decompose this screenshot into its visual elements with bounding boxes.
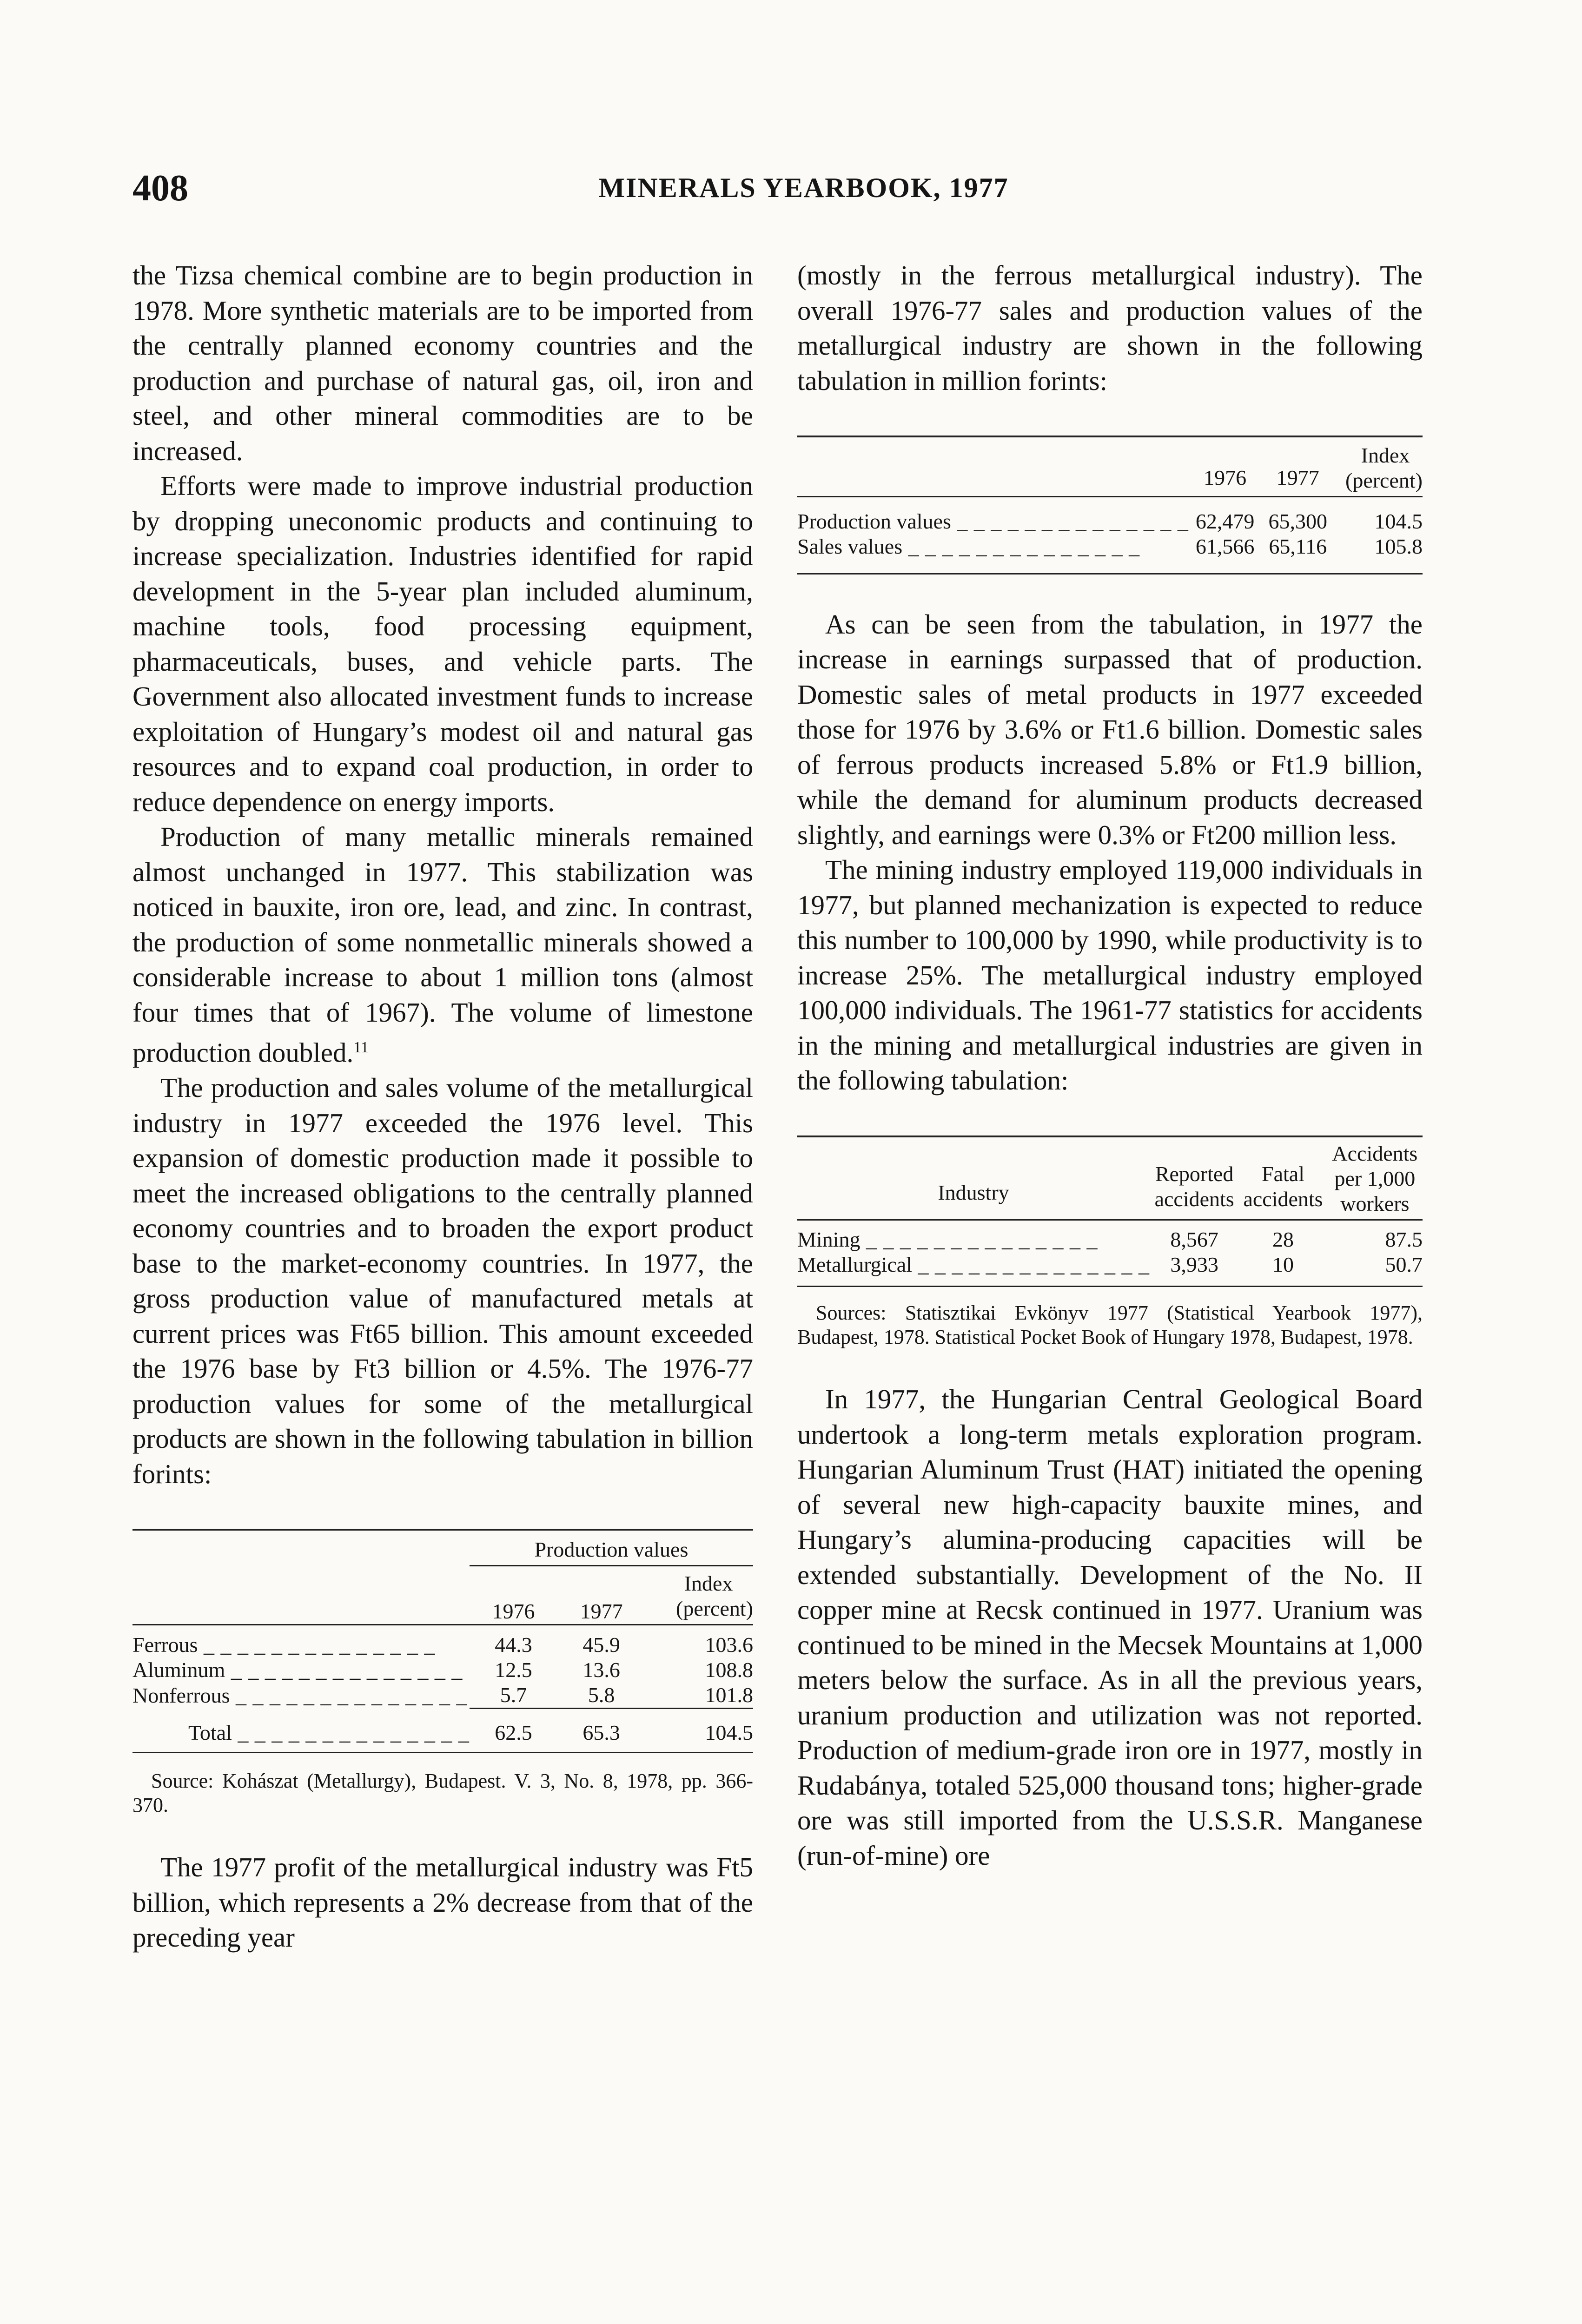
table-row (132, 1683, 753, 1709)
sales-values-table (797, 436, 1423, 574)
table-cell: 65.3 (582, 1721, 620, 1745)
table-cell: 87.5 (1385, 1228, 1423, 1251)
paragraph: As can be seen from the tabulation, in 1977 the increase in earnings surpassed that of production. Domestic sales of metal products in 1977 exceeded those for 1976 by 3.6% or Ft1.6 billion. Domestic sales of ferrous products increased 5.8% or Ft1.9 billion, while the demand for aluminum products decreased slightly, and earnings were 0.3% or Ft200 million less. (797, 608, 1423, 850)
running-title: MINERALS YEARBOOK, 1977 (598, 172, 1009, 203)
table-row (797, 534, 1423, 574)
table-total-row (132, 1720, 753, 1753)
table-cell: 50.7 (1385, 1253, 1423, 1276)
row-label: Sales values _ _ _ (797, 534, 1189, 574)
page-header (132, 167, 1475, 218)
table-source-note: Sources: Statisztikai Evkönyv 1977 (Statistical Yearbook 1977), Budapest, 1978. Statistical Pocket Book of Hungary 1978, Budapest, 1978. (797, 1301, 1423, 1348)
row-label: Nonferrous _ _ _ (132, 1683, 470, 1709)
table-cell: 10 (1272, 1253, 1294, 1276)
table-row (132, 1632, 753, 1657)
column-header: Index (1361, 443, 1410, 467)
paragraph: Efforts were made to improve industrial production by dropping uneconomic products and continuing to increase specialization. Industries identified for rapid development in the 5-year plan included aluminum, machine tools, food processing equipment, pharmaceuticals, buses, and vehicle parts. The Government also allocated investment funds to increase exploitation of Hungary’s modest oil and natural gas resources and to expand coal production, in order to reduce dependence on energy imports. (132, 470, 753, 817)
footnote-marker: 11 (353, 1039, 369, 1056)
table-cell: 65,116 (1269, 534, 1327, 558)
column-header: Industry (938, 1180, 1009, 1204)
row-label: Aluminum _ _ _ (132, 1657, 470, 1683)
production-values-table (132, 1529, 753, 1817)
table-cell: 45.9 (582, 1632, 620, 1657)
paragraph: The production and sales volume of the metallurgical industry in 1977 exceeded the 1976 level. This expansion of domestic production made it possible to meet the increased obligations to the centrally planned economy countries and to broaden the export product base to the market-economy countries. In 1977, the gross production value of manufactured metals at current prices was Ft65 billion. This amount exceeded the 1976 base by Ft3 billion or 4.5%. The 1976-77 production values for some of the metallurgical products are shown in the following tabulation in billion forints: (132, 1072, 753, 1489)
paragraph: the Tizsa chemical combine are to begin production in 1978. More synthetic materials are to be imported from the centrally planned economy countries and the production and purchase of natural gas, oil, iron and steel, and other mineral commodities are to be increased. (132, 260, 753, 466)
column-header-sub: (percent) (1345, 469, 1423, 492)
column-header: Accidents (1332, 1141, 1418, 1165)
table-cell: 103.6 (705, 1632, 753, 1657)
left-column (132, 258, 753, 1955)
table-source-note: Source: Kohászat (Metallurgy), Budapest. V. 3, No. 8, 1978, pp. 366-370. (132, 1769, 753, 1817)
paragraph (132, 819, 753, 1070)
table-cell: 8,567 (1170, 1228, 1218, 1251)
table-cell: 44.3 (495, 1632, 532, 1657)
column-header: Reported (1155, 1162, 1234, 1186)
table-row (797, 1252, 1423, 1287)
paragraph: The 1977 profit of the metallurgical industry was Ft5 billion, which represents a 2% decrease from that of the preceding year (132, 1852, 753, 1953)
table-cell: 62.5 (495, 1721, 532, 1745)
column-header: 1976 (492, 1599, 535, 1624)
column-header-sub: (percent) (676, 1597, 753, 1621)
table-cell: 104.5 (1374, 509, 1423, 533)
table-row (132, 1657, 753, 1683)
table-row (797, 509, 1423, 534)
paragraph: (mostly in the ferrous metallurgical industry). The overall 1976-77 sales and production values of the metallurgical industry are shown in the following tabulation in million forints: (797, 260, 1423, 396)
row-label: Mining _ _ _ (797, 1227, 1150, 1252)
table-cell: 101.8 (645, 1683, 753, 1709)
column-header: accidents (1154, 1187, 1234, 1211)
table-cell: 62,479 (1195, 509, 1255, 533)
row-label: Ferrous _ _ _ (132, 1632, 470, 1657)
column-header: workers (1340, 1191, 1410, 1215)
column-header: 1977 (580, 1599, 623, 1624)
right-column (797, 258, 1423, 1873)
table-cell: 61,566 (1195, 534, 1255, 558)
column-header: 1976 (1204, 466, 1247, 489)
table-cell: 12.5 (495, 1657, 532, 1682)
paragraph: In 1977, the Hungarian Central Geological Board undertook a long-term metals exploration program. Hungarian Aluminum Trust (HAT) initiated the opening of several new high-capacity bauxite mines, and Hungary’s alumina-producing capacities will be extended substantially. Development of the No. II copper mine at Recsk continued in 1977. Uranium was continued to be mined in the Mecsek Mountains at 1,000 meters below the surface. As in all the previous years, uranium production and utilization was not reported. Production of medium-grade iron ore in 1977, mostly in Rudabánya, totaled 525,000 thousand tons; higher-grade ore was still imported from the U.S.S.R. Manganese (run-of-mine) ore (797, 1384, 1423, 1871)
table-cell: 28 (1272, 1228, 1294, 1251)
table-cell: 65,300 (1268, 509, 1327, 533)
table-cell: 5.8 (557, 1683, 645, 1709)
column-header: Index (684, 1571, 733, 1596)
accidents-table (797, 1136, 1423, 1350)
table-cell: 5.7 (470, 1683, 557, 1709)
table-cell: 108.8 (705, 1657, 753, 1682)
row-label: Total _ _ _ (132, 1720, 470, 1753)
row-label: Metallurgical _ _ _ (797, 1252, 1150, 1287)
table-cell: 3,933 (1170, 1253, 1218, 1276)
column-header: per 1,000 (1334, 1166, 1416, 1190)
page-number: 408 (132, 168, 188, 209)
table-cell: 104.5 (705, 1721, 753, 1745)
column-header: Fatal (1262, 1162, 1304, 1186)
table-row (797, 1227, 1423, 1252)
column-header: accidents (1243, 1187, 1323, 1211)
row-label: Production values _ _ _ (797, 509, 1189, 534)
column-header: 1977 (1276, 466, 1319, 489)
table-cell: 13.6 (582, 1657, 620, 1682)
column-group-header: Production values (470, 1530, 753, 1566)
paragraph: The mining industry employed 119,000 individuals in 1977, but planned mechanization is expected to reduce this number to 100,000 by 1990, while productivity is to increase 25%. The metallurgical industry employed 100,000 individuals. The 1961-77 statistics for accidents in the mining and metallurgical industries are given in the following tabulation: (797, 854, 1423, 1096)
paragraph-text: Production of many metallic minerals remained almost unchanged in 1977. This stabilization was noticed in bauxite, iron ore, lead, and zinc. In contrast, the production of some nonmetallic minerals showed a considerable increase to about 1 million tons (almost four times that of 1967). The volume of limestone production doubled. (132, 821, 753, 1068)
table-cell: 105.8 (1374, 534, 1423, 558)
